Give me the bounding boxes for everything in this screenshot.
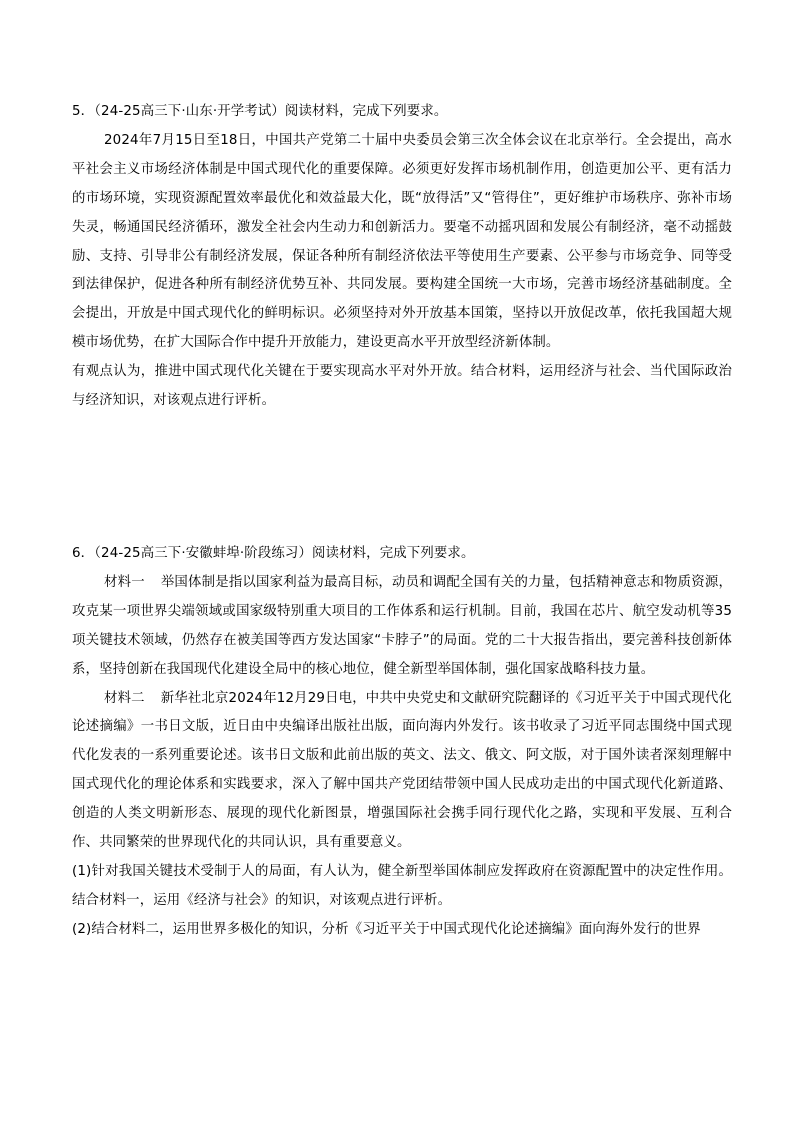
sub-question-1: (1)针对我国关键技术受制于人的局面，有人认为，健全新型举国体制应发挥政府在资源配置中的决定性作用。结合材料一，运用《经济与社会》的知识，对该观点进行评析。: [72, 863, 732, 908]
material-text: 新华社北京2024年12月29日电，中共中央党史和文献研究院翻译的《习近平关于中国式现代化论述摘编》一书日文版，近日由中央编译出版社出版，面向海内外发行。该书收录了习近平同志围绕中国式现代化发表的一系列重要论述。该书日文版和此前出版的英文、法文、俄文、阿文版，对于国外读者深刻理解中国式现代化的理论体系和实践要求，深入了解中国共产党团结带领中国人民成功走出的中国式现代化新道路、创造的人类文明新形态、展现的现代化新图景，增强国际社会携手同行现代化之路，实现和平发展、互利合作、共同繁荣的世界现代化的共同认识，具有重要意义。: [72, 690, 733, 851]
material-two: [72, 685, 732, 858]
sub-question-2: (2)结合材料二，运用世界多极化的知识，分析《习近平关于中国式现代化论述摘编》面向海外发行的世界: [72, 921, 701, 937]
material-one: [72, 569, 732, 685]
question-header: 6．（24-25高三下·安徽蚌埠·阶段练习）阅读材料，完成下列要求。: [72, 546, 475, 561]
material-text: 举国体制是指以国家利益为最高目标，动员和调配全国有关的力量，包括精神意志和物质资源，攻克某一项世界尖端领域或国家级特别重大项目的工作体系和运行机制。目前，我国在芯片、航空发动机等35项关键技术领域，仍然存在被美国等西方发达国家“卡脖子”的局面。党的二十大报告指出，要完善科技创新体系，坚持创新在我国现代化建设全局中的核心地位，健全新型举国体制，强化国家战略科技力量。: [72, 574, 733, 677]
material-paragraph: 2024年7月15日至18日，中国共产党第二十届中央委员会第三次全体会议在北京举行。全会提出，高水平社会主义市场经济体制是中国式现代化的重要保障。必须更好发挥市场机制作用，创造更加公平、更有活力的市场环境，实现资源配置效率最优化和效益最大化，既“放得活”又“管得住”，更好维护市场秩序、弥补市场失灵，畅通国民经济循环，激发全社会内生动力和创新活力。要毫不动摇巩固和发展公有制经济，毫不动摇鼓励、支持、引导非公有制经济发展，保证各种所有制经济依法平等使用生产要素、公平参与市场竞争、同等受到法律保护，促进各种所有制经济优势互补、共同发展。要构建全国统一大市场，完善市场经济基础制度。全会提出，开放是中国式现代化的鲜明标识。必须坚持对外开放基本国策，坚持以开放促改革，依托我国超大规模市场优势，在扩大国际合作中提升开放能力，建设更高水平开放型经济新体制。: [72, 132, 732, 351]
question-prompt: 有观点认为，推进中国式现代化关键在于要实现高水平对外开放。结合材料，运用经济与社会、当代国际政治与经济知识，对该观点进行评析。: [72, 364, 732, 409]
question-header: 5．（24-25高三下·山东·开学考试）阅读材料，完成下列要求。: [72, 104, 448, 119]
question-6: [72, 540, 732, 945]
question-5: [72, 98, 732, 416]
material-label: 材料二: [104, 690, 145, 706]
material-label: 材料一: [104, 574, 145, 590]
